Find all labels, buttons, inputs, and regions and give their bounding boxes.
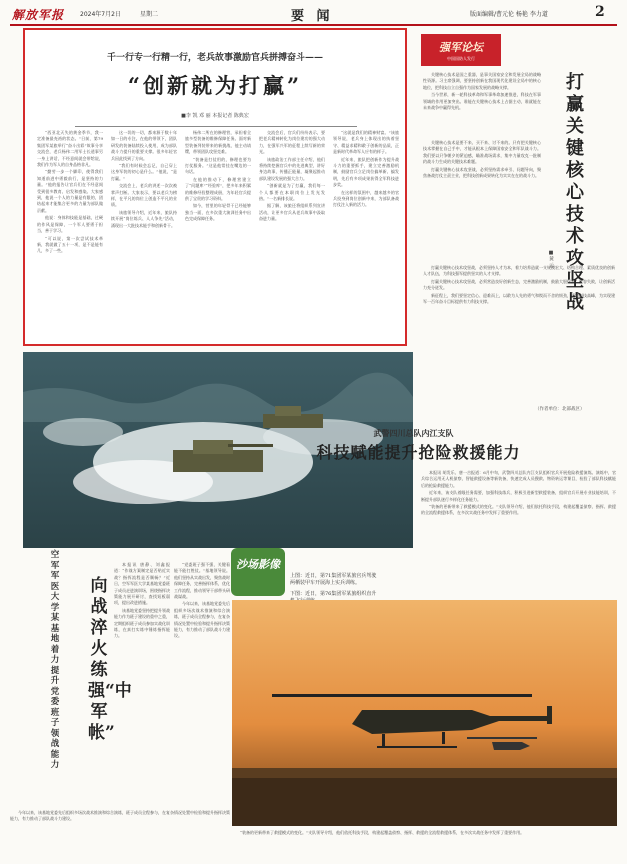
- paragraph: “装备是打仗用的，修理也要为打仗服务。”这是他常挂在嘴边的一句话。: [185, 156, 251, 175]
- paragraph: “我们有时候会忘记，自己穿上这身军装的初心是什么。”他说，“是打赢。”: [111, 163, 177, 181]
- paragraph: 关键核心技术是要不来、买不来、讨不来的。只有把关键核心技术掌握在自己手中，才能从根本上保障国家安全和军队战斗力。我们要以只争朝夕的紧迫感，瞄准战场需求，集中力量攻克一批制约战斗力生成的关键技术难题。: [423, 140, 541, 165]
- paragraph: 这一切的一切，都来源于数十年如一日的专注。在他的带领下，团队研发的装备陆续投入使用，成为部队战斗力提升的重要支撑。很多年轻官兵因此找到了方向。: [111, 130, 177, 161]
- paragraph: 据了解，该旅还将组织系列宣讲活动，让更多官兵从老兵故事中汲取奋进力量。: [259, 203, 325, 222]
- bottom-left-column-1: [114, 562, 170, 802]
- paragraph: 今年以来，该基地党委先后组织多场次战术推演和综合演练，班子成员全程参与，在复杂情况处置中检验和提升指挥决策能力，有力推动了部队战斗力建设。: [174, 601, 230, 639]
- bottom-left-title: 向战淬火练强“中军帐”: [88, 576, 132, 743]
- paragraph: “装备的更新带来了救援模式的变化。”支队领导介绍，他们依托科技手段，构建起覆盖侦察、指挥、救援的全流程救援体系，在多次实战任务中发挥了重要作用。: [421, 504, 616, 516]
- paragraph: 该旅领导介绍，近年来，旅队持续开展“岗位练兵、人人争先”活动，涌现出一大批技术能手和创新骨干。: [111, 209, 177, 228]
- paragraph: “这就是我们的精神财富。”该旅领导说，老兵身上体现出的执着坚守、精益求精和敢于创新的品质，正是新时代革命军人应有的样子。: [333, 130, 399, 155]
- middle-title: 科技赋能提升抢险救援能力: [316, 443, 521, 462]
- header-rule: [10, 24, 617, 26]
- sidebar-column-bottom: [423, 265, 615, 405]
- sidebar-author: ■黄 云: [548, 250, 554, 268]
- paragraph: 本报讯 胡发乐、唐一吉报道：6月中旬，武警四川总队内江支队组织官兵开展抢险救援演练。演练中，官兵综合运用无人机侦察、智能救援设备等新装备，快速完成人员搜救、物资转运等课目，检验了部队科技赋能后的抢险救援能力。: [421, 470, 616, 488]
- photo-caption-top: 上图：近日，第71集团军某旅官兵驾驶两栖装甲车开展海上实兵训练。: [290, 573, 377, 586]
- paragraph: 杨伟二所在的修理营，承担着全旅多型装备的维修保障任务。面对新型装备列装带来的新挑战，他主动请缨，带领团队攻坚克难。: [185, 130, 251, 155]
- paragraph: 该基地党委坚持把提升领战能力作为班子建设的重中之重，定期组织班子成员参加实战化训练，在真打实练中锤炼指挥能力。: [114, 607, 170, 639]
- paragraph: 交流会后，官兵们纷纷表示，要把老兵精神转化为岗位建功的强大动力，在强军兴军的征程上续写新的荣光。: [259, 130, 325, 155]
- sidebar-column-mid: [423, 140, 541, 260]
- paragraph: 关键核心技术是国之重器，是事关国家安全和发展全局的战略性资源。习主席强调，要坚持创新在我国现代化建设全局中的核心地位，把科技自立自强作为国家发展的战略支撑。: [423, 72, 541, 90]
- issue-date: 2024年7月2日: [80, 11, 121, 18]
- helicopter-photo: [232, 600, 617, 826]
- paragraph: “党委班子强不强，关键看能不能打胜仗。”基地领导说。他们坚持从实战出发，聚焦战时保障任务，完善指挥体系，优化工作流程，推动领导干部带头研战谋战。: [174, 562, 230, 600]
- section-title: 要 闻: [291, 9, 334, 24]
- lead-column-2: [111, 130, 177, 335]
- lead-byline: ■李 凯 邓 丽 本报记者 陈典宏: [181, 113, 249, 119]
- bottom-right-strip-text: [232, 830, 617, 858]
- paragraph: 新征程上，我们要坚定信心、迎难而上，以敢为人先的勇气和锲而不舍的韧劲，勇攀科技高峰，为实现建军一百年奋斗目标提供有力科技支撑。: [423, 292, 615, 305]
- sidebar-source: （作者单位：北部战区）: [535, 407, 585, 412]
- paragraph: “西亚北天失的黄金季节，我一定准备最充裕的状态。”日前，第79集团军某旅举行“奋斗出彩”故事分享交流会，老兵杨伟二用军士长道事另一身上讲话，不经意间就会带给说，我们作为军人的自身品格非凡。: [37, 130, 103, 168]
- editors-line: 版面编辑/曹元伦 杨艳 李力道: [470, 11, 548, 18]
- sidebar-column-top: [423, 72, 541, 136]
- paragraph: 近年来，该支队着眼任务需要，加强科技练兵，积极引进新型救援装备，组织官兵开展专业技能培训，不断提升部队遂行多样化任务能力。: [421, 490, 616, 502]
- paragraph: 打赢关键核心技术攻坚战，必须营造良好创新生态，完善激励机制，鼓励大胆探索、宽容失败，让创新活力充分迸发。: [423, 278, 615, 291]
- paragraph: 当今世界，新一轮科技革命和军事革命加速推进，科技在军事领域的作用更加突出。谁能在关键核心技术上占据主动，谁就能在未来战争中赢得先机。: [423, 92, 541, 111]
- lead-rule: [75, 126, 357, 127]
- photo-caption-bottom: 下图：近日，第76集团军某旅组织直升: [290, 591, 377, 597]
- lead-title: “创新就为打赢”: [127, 73, 303, 98]
- bottom-left-column-2: [174, 562, 230, 802]
- middle-kicker: 武警四川总队内江支队: [373, 428, 454, 438]
- lead-column-3: [185, 130, 251, 335]
- paragraph: 交流会上，老兵的讲述一次次被掌声打断。大家表示，要以老兵为榜样，在平凡的岗位上创造不平凡的业绩。: [111, 183, 177, 208]
- sidebar-banner: [421, 34, 501, 66]
- photo-section-badge: [231, 548, 285, 596]
- bottom-left-kicker: 空军军医大学某基地着力提升党委班子领战能力: [50, 550, 60, 770]
- paragraph: 今年以来，该基地党委先后组织多场次战术推演和综合演练，班子成员全程参与，在复杂情况处置中检验和提升指挥决策能力，有力推动了部队战斗力建设。: [10, 810, 230, 822]
- paragraph: “勤劳一步一个脚印，使得我们知道前进中勇毅前行，是坚持的力量。”他的报告让官兵们在不经意间受到很多教育、启发和感染。大家感到，他说一个人的力量是有限的，团结起来才能集合更多的力量为部队做贡献。: [37, 169, 103, 213]
- bottom-strip-text: [10, 810, 230, 856]
- lead-kicker: 千一行专一行精一行，老兵故事激励官兵拼搏奋斗——: [106, 53, 323, 63]
- lead-column-5: [333, 130, 399, 335]
- masthead-logo: 解放军报: [12, 8, 65, 22]
- lead-column-1: [37, 130, 103, 335]
- paragraph: 打赢关键核心技术攻坚战，必须坚持人才为本，着力培养造就一支规模宏大、结构合理、素质优良的创新人才队伍，为科技强军提供坚实的人才支撑。: [423, 265, 615, 277]
- paragraph: “创新就是为了打赢，我们每一个人都要在本职岗位上发光发热。”一名新排长说。: [259, 183, 325, 202]
- paragraph: 打赢关键核心技术攻坚战，必须坚持需求牵引、问题导向，聚焦备战打仗主责主业，把科技创新成果转化为实实在在的战斗力。: [423, 166, 541, 179]
- lead-column-4: [259, 130, 325, 335]
- paragraph: 他说：身体和技能是基础，过硬的作风是保障，一个军人要勇于担当，善于学习。: [37, 215, 103, 234]
- middle-body: [421, 470, 616, 590]
- paragraph: 近年来，旅队把创新作为提升战斗力的重要抓手，建立完善激励机制，鼓励官兵立足岗位搞革新、搞发明，先后有多项成果获得全军科技进步奖。: [333, 156, 399, 188]
- paragraph: 如今，营里的年轻骨干已经能够独当一面，在多次重大演训任务中出色完成保障任务。: [185, 203, 251, 222]
- sidebar-banner-title: 强军论坛: [439, 41, 483, 54]
- lead-article-box: [23, 28, 407, 346]
- sidebar-banner-subtitle: 中国国防人发行: [447, 56, 475, 61]
- paragraph: 本报讯 唐静、刘鑫报道：“作战方案制定是否贴近实战？指挥流程是否顺畅？”近日，空军军医大学某基地党委班子成员走进演训场，围绕指挥决策能力展开研讨，查找短板弱项，提出改进措施。: [114, 562, 170, 606]
- page-number: 2: [595, 4, 605, 20]
- issue-weekday: 星期二: [140, 11, 159, 18]
- paragraph: “可以说，第一次尝试技术革新，我就做了五十一项，是不是能有几，多了一些。: [37, 235, 103, 254]
- paragraph: “装备的更新带来了救援模式的变化。”支队领导介绍，他们依托科技手段，构建起覆盖侦察、指挥、救援的全流程救援体系，在多次实战任务中发挥了重要作用。: [240, 830, 525, 835]
- paragraph: 在他的推动下，修理营建立了“问题库”“经验库”，把多年来积累的维修经验整理成册，为年轻官兵提供了宝贵的学习资料。: [185, 176, 251, 202]
- paragraph: 在这样的氛围中，越来越多的官兵投身到岗位创新中来，为部队备战打仗注入新的活力。: [333, 189, 399, 208]
- sidebar-title: 打赢关键核心技术攻坚战: [566, 72, 584, 313]
- paragraph: 该旅政治工作部主任介绍，他们将持续挖掘官兵中的先进典型，讲好身边故事，传播正能量，凝聚起推动部队建设发展的强大合力。: [259, 156, 325, 181]
- photo-section-label: 沙场影像: [236, 558, 280, 571]
